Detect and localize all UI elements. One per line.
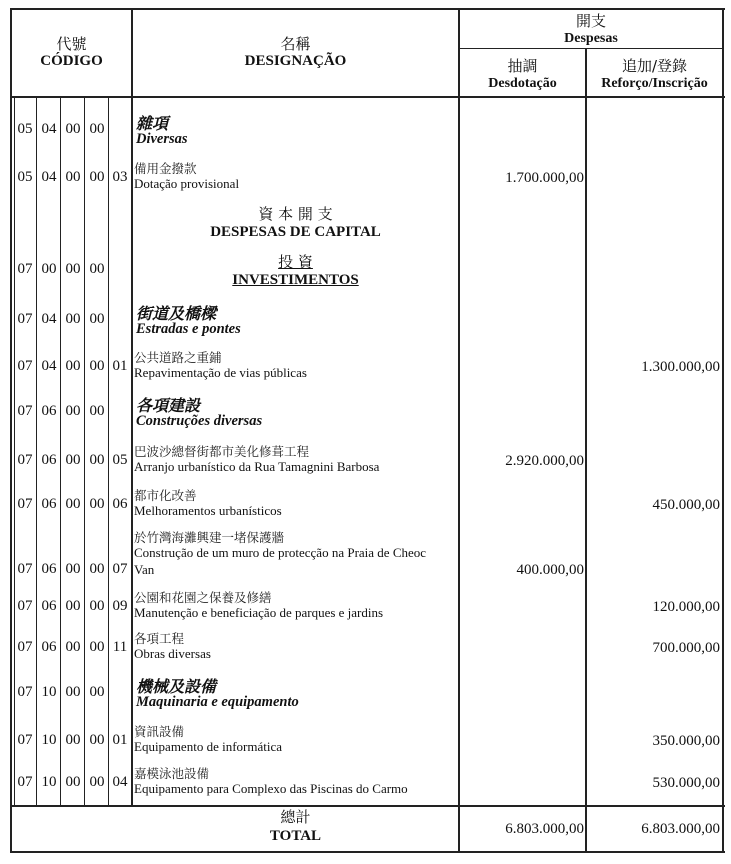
code-segment: 00: [89, 121, 105, 137]
code-segment: 00: [65, 121, 81, 137]
header-designacao-cn: 名稱: [280, 35, 311, 53]
code-segment: 01: [112, 732, 128, 748]
despesas-divider: [458, 48, 724, 49]
code-segment: 00: [65, 261, 81, 277]
col-line-designacao: [131, 8, 133, 807]
item-name-pt: Equipamento para Complexo das Piscinas do Carmo: [134, 781, 408, 796]
header-divider: [10, 96, 725, 98]
item-name-cn: 於竹灣海灘興建一堵保護牆: [134, 530, 285, 545]
col-line-desdotacao: [458, 8, 460, 853]
code-segment: 07: [17, 403, 33, 419]
code-segment: 00: [89, 169, 105, 185]
code-segment: 07: [17, 358, 33, 374]
code-segment: 00: [89, 311, 105, 327]
code-segment: 00: [65, 496, 81, 512]
code-segment: 11: [112, 639, 128, 655]
group-name-cn: 機械及設備: [136, 677, 217, 696]
code-segment: 00: [89, 261, 105, 277]
item-name-pt: Construção de um muro de protecção na Praia de Cheoc: [134, 545, 427, 560]
item-name-pt: Melhoramentos urbanísticos: [134, 503, 282, 518]
code-segment: 00: [65, 684, 81, 700]
item-name-cn: 巴波沙總督街都市美化修葺工程: [134, 444, 310, 459]
item-name-cn: 嘉模泳池設備: [134, 766, 210, 781]
reforco-value: 530.000,00: [652, 775, 720, 791]
code-segment: 00: [89, 358, 105, 374]
item-name-pt: Dotação provisional: [134, 176, 240, 191]
item-name-cn: 各項工程: [134, 631, 185, 646]
code-segment: 00: [89, 452, 105, 468]
total-desdotacao: 6.803.000,00: [505, 821, 584, 837]
section-title-cn: 資 本 開 支: [258, 205, 333, 223]
code-segment: 00: [89, 561, 105, 577]
code-segment: 00: [89, 598, 105, 614]
code-segment: 06: [41, 452, 57, 468]
code-segment: 00: [65, 358, 81, 374]
code-segment: 05: [17, 121, 33, 137]
code-segment: 10: [41, 732, 57, 748]
item-name-pt: Equipamento de informática: [134, 739, 283, 754]
group-name-cn: 各項建設: [136, 396, 201, 415]
code-segment: 07: [17, 598, 33, 614]
item-name-pt-cont: Van: [134, 562, 155, 577]
code-segment: 04: [112, 774, 128, 790]
code-segment: 06: [41, 403, 57, 419]
code-segment: 04: [41, 121, 57, 137]
desdotacao-value: 400.000,00: [516, 562, 584, 578]
code-segment: 00: [41, 261, 57, 277]
code-segment: 00: [89, 639, 105, 655]
code-segment: 00: [89, 496, 105, 512]
table-border-bottom: [10, 851, 725, 853]
code-segment: 06: [41, 639, 57, 655]
group-name-pt: Diversas: [136, 131, 188, 147]
reforco-value: 1.300.000,00: [641, 359, 720, 375]
code-segment: 05: [17, 169, 33, 185]
item-name-cn: 都市化改善: [134, 488, 197, 503]
code-segment: 01: [112, 358, 128, 374]
header-desdotacao-cn: 抽調: [507, 57, 538, 75]
header-codigo-cn: 代號: [56, 35, 87, 53]
desdotacao-value: 1.700.000,00: [505, 170, 584, 186]
code-segment: 00: [65, 403, 81, 419]
section-title-pt: DESPESAS DE CAPITAL: [210, 224, 381, 240]
item-name-pt: Obras diversas: [134, 646, 211, 661]
code-segment: 00: [65, 732, 81, 748]
item-name-cn: 公園和花園之保養及修繕: [134, 590, 272, 605]
header-despesas-pt: Despesas: [564, 31, 618, 46]
code-segment: 00: [65, 598, 81, 614]
code-segment: 07: [17, 311, 33, 327]
code-segment: 00: [89, 684, 105, 700]
desdotacao-value: 2.920.000,00: [505, 453, 584, 469]
group-name-cn: 街道及橋樑: [136, 304, 217, 323]
code-segment: 07: [17, 261, 33, 277]
item-name-cn: 備用金撥款: [134, 161, 197, 176]
group-name-cn: 雜項: [136, 114, 169, 133]
item-name-cn: 公共道路之重鋪: [134, 350, 222, 365]
group-name-pt: Maquinaria e equipamento: [136, 694, 299, 710]
item-name-pt: Repavimentação de vias públicas: [134, 365, 307, 380]
code-segment: 06: [41, 598, 57, 614]
code-segment: 06: [41, 561, 57, 577]
code-segment: 07: [17, 684, 33, 700]
table-border-left: [10, 8, 12, 853]
code-segment: 00: [89, 403, 105, 419]
reforco-value: 700.000,00: [652, 640, 720, 656]
code-segment: 05: [112, 452, 128, 468]
group-name-pt: Estradas e pontes: [136, 321, 241, 337]
reforco-value: 450.000,00: [652, 497, 720, 513]
header-desdotacao-pt: Desdotação: [488, 76, 557, 91]
code-segment: 04: [41, 311, 57, 327]
section-title-cn: 投 資: [278, 253, 313, 271]
code-segment: 04: [41, 358, 57, 374]
table-border-right: [722, 8, 724, 853]
item-name-pt: Manutenção e beneficiação de parques e jardins: [134, 605, 384, 620]
header-reforco-pt: Reforço/Inscrição: [601, 76, 708, 91]
reforco-value: 350.000,00: [652, 733, 720, 749]
group-name-pt: Construções diversas: [136, 413, 263, 429]
header-codigo-pt: CÓDIGO: [40, 53, 103, 69]
code-segment: 00: [89, 774, 105, 790]
code-segment: 00: [89, 732, 105, 748]
code-segment: 10: [41, 774, 57, 790]
code-segment: 00: [65, 452, 81, 468]
header-despesas-cn: 開支: [575, 12, 606, 30]
total-label-cn: 總計: [280, 808, 311, 826]
code-segment: 00: [65, 639, 81, 655]
header-designacao-pt: DESIGNAÇÃO: [244, 53, 347, 69]
total-label-pt: TOTAL: [269, 828, 322, 844]
code-segment: 03: [112, 169, 128, 185]
code-segment: 07: [17, 452, 33, 468]
code-segment: 07: [17, 496, 33, 512]
code-segment: 10: [41, 684, 57, 700]
code-segment: 06: [41, 496, 57, 512]
section-title-pt: INVESTIMENTOS: [232, 272, 359, 288]
reforco-value: 120.000,00: [652, 599, 720, 615]
code-segment: 07: [17, 732, 33, 748]
header-reforco-cn: 追加/登錄: [621, 57, 688, 75]
code-segment: 04: [41, 169, 57, 185]
code-segment: 00: [65, 169, 81, 185]
code-segment: 00: [65, 311, 81, 327]
code-segment: 00: [65, 774, 81, 790]
code-segment: 07: [17, 639, 33, 655]
code-segment: 06: [112, 496, 128, 512]
code-segment: 07: [17, 774, 33, 790]
code-segment: 07: [17, 561, 33, 577]
item-name-cn: 資訊設備: [134, 724, 185, 739]
total-reforco: 6.803.000,00: [641, 821, 720, 837]
item-name-pt: Arranjo urbanístico da Rua Tamagnini Barbosa: [134, 459, 380, 474]
code-segment: 07: [112, 561, 128, 577]
code-segment: 00: [65, 561, 81, 577]
code-segment: 09: [112, 598, 128, 614]
